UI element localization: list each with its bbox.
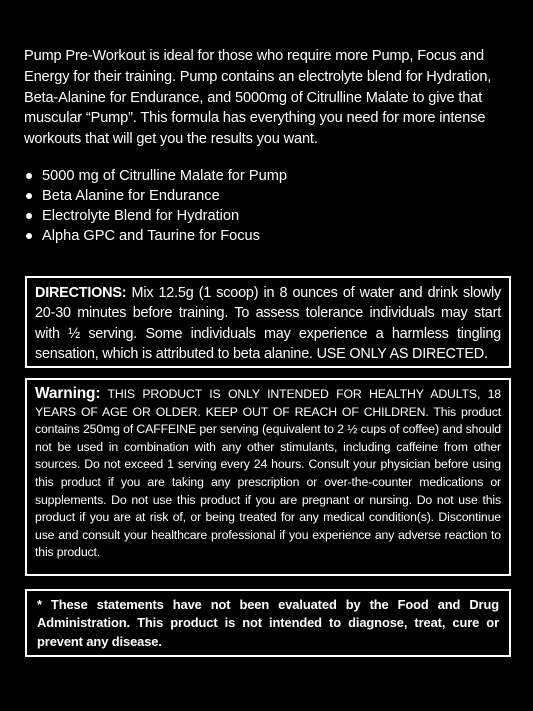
list-item — [24, 186, 512, 206]
bullet-icon — [26, 213, 32, 219]
disclaimer-box — [25, 589, 511, 657]
warning-heading: Warning: — [35, 385, 101, 402]
feature-text: Beta Alanine for Endurance — [42, 188, 220, 204]
feature-list — [24, 166, 512, 246]
warning-text: THIS PRODUCT IS ONLY INTENDED FOR HEALTHY ADULTS, 18 YEARS OF AGE OR OLDER. KEEP OUT OF REACH OF CHILDREN. This product contains 250mg of CAFFEINE per serving (equivalent to 2 ½ cups of coffee) and should not be used in combination with any other stimulants, including caffeine from other sources. Do not exceed 1 serving every 24 hours. Consult your physician before using this product if you are taking any prescription or over-the-counter medications or supplements. Do not use this product if you are pregnant or nursing. Do not use this product if you are at risk of, or being treated for any medical condition(s). Discontinue use and consult your healthcare professional if you experience any adverse reaction to this product. — [35, 387, 501, 560]
intro-paragraph: Pump Pre-Workout is ideal for those who require more Pump, Focus and Energy for their training. Pump contains an electrolyte blend for Hydration, Beta-Alanine for Endurance, and 5000mg of Citrulline Malate to give that muscular “Pump”. This formula has everything you need for more intense workouts that will get you the results you want. — [24, 48, 492, 148]
directions-heading: DIRECTIONS: — [35, 285, 127, 301]
feature-text: Alpha GPC and Taurine for Focus — [42, 228, 260, 244]
directions-box — [25, 276, 511, 368]
feature-text: 5000 mg of Citrulline Malate for Pump — [42, 168, 287, 184]
warning-box — [25, 378, 511, 576]
feature-text: Electrolyte Blend for Hydration — [42, 208, 240, 224]
disclaimer-text: * These statements have not been evaluated by the Food and Drug Administration. This product is not intended to diagnose, treat, cure or prevent any disease. — [37, 597, 499, 649]
bullet-icon — [26, 173, 32, 179]
list-item — [24, 166, 512, 186]
directions-text: Mix 12.5g (1 scoop) in 8 ounces of water and drink slowly 20-30 minutes before training. To assess tolerance individuals may start with ½ serving. Some individuals may experience a harmless tingling sensation, which is attributed to beta alanine. USE ONLY AS DIRECTED. — [35, 285, 501, 363]
list-item — [24, 206, 512, 226]
bullet-icon — [26, 193, 32, 199]
list-item — [24, 226, 512, 246]
bullet-icon — [26, 233, 32, 239]
